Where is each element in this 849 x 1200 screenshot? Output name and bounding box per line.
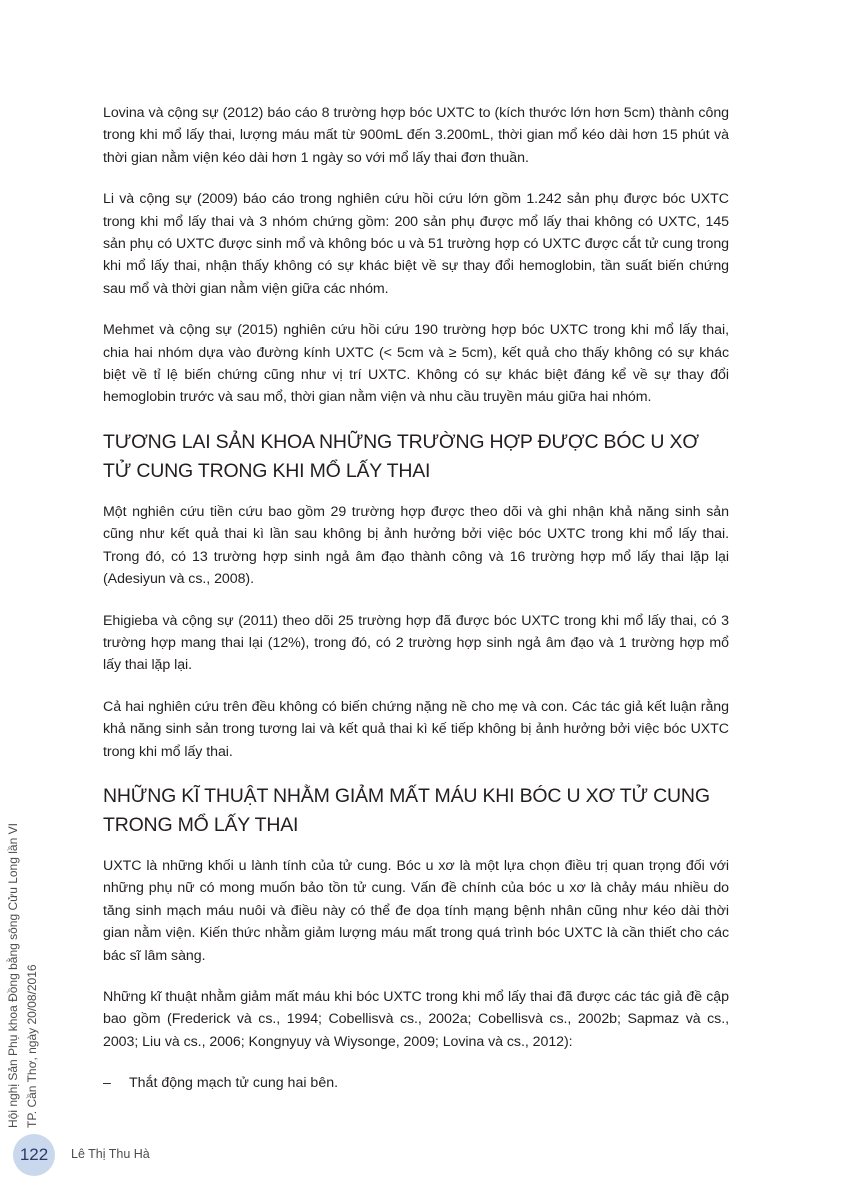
page-content <box>103 102 729 1094</box>
author-name: Lê Thị Thu Hà <box>71 1147 150 1161</box>
paragraph: Cả hai nghiên cứu trên đều không có biến chứng nặng nề cho mẹ và con. Các tác giả kết luận rằng khả năng sinh sản trong tương lai và kết quả thai kì kế tiếp không bị ảnh hưởng bởi việc bóc UXTC trong khi mổ lấy thai. <box>103 698 729 760</box>
bullet-dash: – <box>103 1075 111 1092</box>
bullet-item <box>103 1072 729 1094</box>
page-number-badge: 122 <box>13 1134 55 1176</box>
bullet-text: Thắt động mạch tử cung hai bên. <box>129 1075 339 1092</box>
paragraph: Li và cộng sự (2009) báo cáo trong nghiên cứu hồi cứu lớn gồm 1.242 sản phụ được bóc UXTC trong khi mổ lấy thai và 3 nhóm chứng gồm: 200 sản phụ được mổ lấy thai không có UXTC, 145 sản phụ có UXTC được sinh mổ và không bóc u và 51 trường hợp có UXTC được cắt tử cung trong khi mổ lấy thai, nhận thấy không có sự khác biệt về sự thay đổi hemoglobin, tần suất biến chứng sau mổ và thời gian nằm viện giữa các nhóm. <box>103 191 729 297</box>
conference-location-date: TP. Cần Thơ, ngày 20/08/2016 <box>25 964 39 1128</box>
conference-side-text <box>6 810 66 1128</box>
paragraph: Những kĩ thuật nhằm giảm mất máu khi bóc UXTC trong khi mổ lấy thai đã được các tác giả đề cập bao gồm (Frederick và cs., 1994; Cobellisvà cs., 2002a; Cobellisvà cs., 2002b; Sapmaz và cs., 2003; Liu và cs., 2006; Kongnyuy và Wiysonge, 2009; Lovina và cs., 2012): <box>103 988 729 1050</box>
section-heading: TƯƠNG LAI SẢN KHOA NHỮNG TRƯỜNG HỢP ĐƯỢC BÓC U XƠ TỬ CUNG TRONG KHI MỔ LẤY THAI <box>103 430 699 482</box>
paragraph: Lovina và cộng sự (2012) báo cáo 8 trường hợp bóc UXTC to (kích thước lớn hơn 5cm) thành công trong khi mổ lấy thai, lượng máu mất từ 900mL đến 3.200mL, thời gian mổ kéo dài hơn 15 phút và thời gian nằm viện kéo dài hơn 1 ngày so với mổ lấy thai đơn thuần. <box>103 105 729 166</box>
paragraph: Một nghiên cứu tiền cứu bao gồm 29 trường hợp được theo dõi và ghi nhận khả năng sinh sản cũng như kết quả thai kì lần sau không bị ảnh hưởng bởi việc bóc UXTC trong khi mổ lấy thai. Trong đó, có 13 trường hợp sinh ngả âm đạo thành công và 16 trường hợp mổ lấy thai lặp lại (Adesiyun và cs., 2008). <box>103 503 729 588</box>
section-heading: NHỮNG KĨ THUẬT NHẰM GIẢM MẤT MÁU KHI BÓC U XƠ TỬ CUNG TRONG MỔ LẤY THAI <box>103 784 710 836</box>
conference-title: Hội nghị Sản Phụ khoa Đồng bằng sông Cửu Long lần VI <box>6 823 20 1128</box>
paragraph: UXTC là những khối u lành tính của tử cung. Bóc u xơ là một lựa chọn điều trị quan trọng đối với những phụ nữ có mong muốn bảo tồn tử cung. Vấn đề chính của bóc u xơ là chảy máu nhiều do tăng sinh mạch máu nuôi và điều này có thể đe dọa tính mạng bệnh nhân cũng như kéo dài thời gian nằm viện. Kiến thức nhằm giảm lượng máu mất trong quá trình bóc UXTC là cần thiết cho các bác sĩ lâm sàng. <box>103 857 729 964</box>
paragraph: Ehigieba và cộng sự (2011) theo dõi 25 trường hợp đã được bóc UXTC trong khi mổ lấy thai, có 3 trường hợp mang thai lại (12%), trong đó, có 2 trường hợp sinh ngả âm đạo và 1 trường hợp mổ lấy thai lặp lại. <box>103 612 729 674</box>
paragraph: Mehmet và cộng sự (2015) nghiên cứu hồi cứu 190 trường hợp bóc UXTC trong khi mổ lấy thai, chia hai nhóm dựa vào đường kính UXTC (< 5cm và ≥ 5cm), kết quả cho thấy không có sự khác biệt về tỉ lệ biến chứng cũng như vị trí UXTC. Không có sự khác biệt đáng kể về sự thay đổi hemoglobin trước và sau mổ, thời gian nằm viện và nhu cầu truyền máu giữa hai nhóm. <box>103 322 729 406</box>
